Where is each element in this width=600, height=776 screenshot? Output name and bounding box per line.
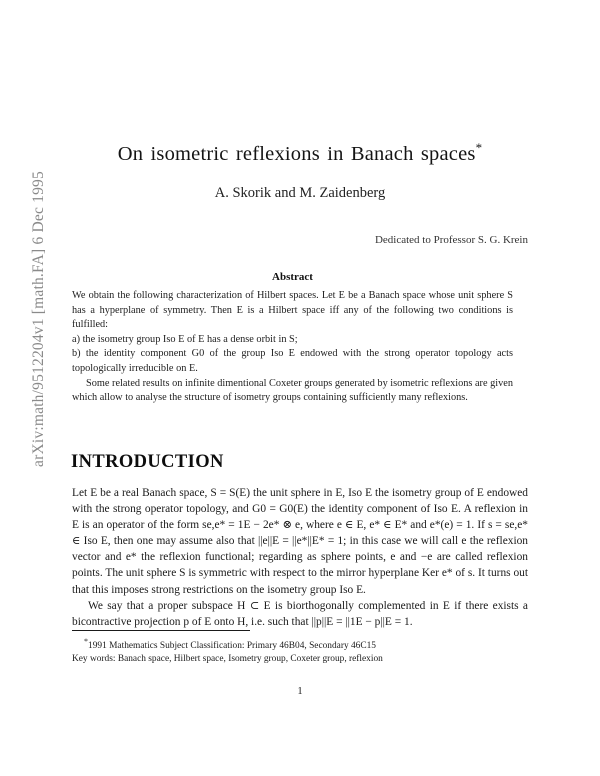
footnote-msc-text: 1991 Mathematics Subject Classification: Primary 46B04, Secondary 46C15 — [88, 641, 376, 652]
introduction-paragraph-1: Let E be a real Banach space, S = S(E) the unit sphere in E, Iso E the isometry group of E endowed with the strong operator topology, and G0 = G0(E) the identity component of Iso E. A reflexion in E is an operator of the form se,e* = 1E − 2e* ⊗ e, where e ∈ E, e* ∈ E* and e*(e) = 1. If s = se,e* ∈ Iso E, then one may assume also that ||e||E = ||e*||E* = 1; in this case we will call e the reflexion vector and e* the reflexion functional; regarding as sphere points, e and −e are called reflexion points. The unit sphere S is symmetric with respect to the mirror hyperplane Ker e* of s. It turns out that this imposes strong restrictions on the isometry group Iso E. — [72, 487, 528, 596]
footnote-line-1 — [72, 636, 528, 653]
arxiv-stamp — [0, 0, 56, 560]
section-heading-introduction: INTRODUCTION — [71, 452, 224, 472]
footnote-marker: * — [84, 637, 88, 646]
arxiv-stamp-text: arXiv:math/9512204v1 [math.FA] 6 Dec 1995 — [30, 171, 47, 467]
page-title — [60, 140, 540, 166]
footnote-line-2: Key words: Banach space, Hilbert space, Isometry group, Coxeter group, reflexion — [72, 653, 383, 664]
introduction-body — [72, 485, 528, 630]
dedication-line: Dedicated to Professor S. G. Krein — [374, 234, 528, 246]
abstract-heading: Abstract — [272, 271, 313, 283]
title-footnote-marker: * — [475, 140, 483, 155]
page-number: 1 — [297, 686, 303, 697]
title-text: On isometric reflexions in Banach spaces — [117, 142, 476, 165]
abstract-paragraph-2: Some related results on infinite dimentional Coxeter groups generated by isometric reflexions are given which allow to analyse the structure of isometry groups containing sufficiently many reflexions. — [72, 377, 513, 404]
abstract-condition-b: b) the identity component G0 of the group Iso E endowed with the strong operator topology acts topologically irreducible on E. — [72, 348, 513, 374]
author-list: A. Skorik and M. Zaidenberg — [214, 185, 386, 201]
abstract-paragraph-1: We obtain the following characterization of Hilbert spaces. Let E be a Banach space whose unit sphere S has a hyperplane of symmetry. Then E is a Hilbert space iff any of the following two conditions is fulfilled: — [72, 290, 513, 331]
abstract-condition-a: a) the isometry group Iso E of E has a dense orbit in S; — [72, 333, 298, 345]
footnote-block — [72, 636, 528, 665]
introduction-paragraph-2: We say that a proper subspace H ⊂ E is biorthogonally complemented in E if there exists a bicontractive projection p of E onto H, i.e. such that ||p||E = ||1E − p||E = 1. — [72, 599, 528, 628]
abstract-body — [72, 289, 513, 406]
footnote-divider — [72, 630, 250, 631]
